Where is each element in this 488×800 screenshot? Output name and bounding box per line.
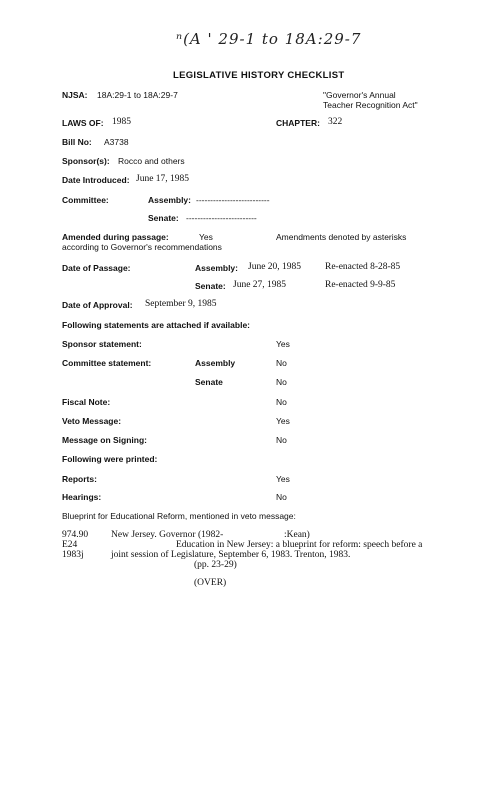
committee-statement-label: Committee statement: bbox=[62, 358, 152, 368]
over-marker: (OVER) bbox=[194, 578, 227, 588]
fiscal-note-label: Fiscal Note: bbox=[62, 397, 111, 407]
approval-label: Date of Approval: bbox=[62, 300, 133, 310]
citation-call-number-3: 1983j bbox=[62, 550, 84, 560]
fiscal-note-value: No bbox=[276, 397, 287, 407]
amended-line2: according to Governor's recommendations bbox=[62, 242, 222, 252]
sponsor-statement-value: Yes bbox=[276, 339, 290, 349]
passage-assembly-label: Assembly: bbox=[195, 263, 238, 273]
citation-call-number-1: 974.90 bbox=[62, 530, 89, 540]
passage-assembly-date: June 20, 1985 bbox=[248, 262, 302, 272]
veto-message-label: Veto Message: bbox=[62, 416, 122, 426]
passage-label: Date of Passage: bbox=[62, 263, 131, 273]
committee-statement-assembly-value: No bbox=[276, 358, 287, 368]
passage-assembly-reenacted: Re-enacted 8-28-85 bbox=[325, 262, 401, 272]
passage-senate-date: June 27, 1985 bbox=[233, 280, 287, 290]
page-title: LEGISLATIVE HISTORY CHECKLIST bbox=[173, 70, 345, 81]
act-name-line2: Teacher Recognition Act" bbox=[323, 100, 418, 110]
sponsor-statement-label: Sponsor statement: bbox=[62, 339, 142, 349]
committee-senate-value: ------------------------- bbox=[186, 213, 257, 223]
citation-line3: joint session of Legislature, September 6, 1983. Trenton, 1983. bbox=[111, 550, 351, 560]
reports-label: Reports: bbox=[62, 474, 97, 484]
hearings-label: Hearings: bbox=[62, 492, 102, 502]
laws-of-value: 1985 bbox=[112, 117, 131, 127]
act-name-line1: "Governor's Annual bbox=[323, 90, 396, 100]
citation-line1: New Jersey. Governor (1982- bbox=[111, 530, 224, 540]
committee-assembly-label: Assembly: bbox=[148, 195, 191, 205]
citation-line2: Education in New Jersey: a blueprint for reform: speech before a bbox=[176, 540, 423, 550]
laws-of-label: LAWS OF: bbox=[62, 118, 104, 128]
committee-label: Committee: bbox=[62, 195, 109, 205]
veto-message-value: Yes bbox=[276, 416, 290, 426]
date-introduced-label: Date Introduced: bbox=[62, 175, 130, 185]
citation-line1-right: :Kean) bbox=[284, 530, 310, 540]
committee-senate-label: Senate: bbox=[148, 213, 179, 223]
njsa-label: NJSA: bbox=[62, 90, 88, 100]
committee-statement-assembly-label: Assembly bbox=[195, 358, 236, 368]
bill-no-label: Bill No: bbox=[62, 137, 92, 147]
approval-value: September 9, 1985 bbox=[145, 299, 217, 309]
date-introduced-value: June 17, 1985 bbox=[136, 174, 190, 184]
citation-call-number-2: E24 bbox=[62, 540, 78, 550]
blueprint-note: Blueprint for Educational Reform, mentioned in veto message: bbox=[62, 511, 296, 521]
amended-value: Yes bbox=[199, 232, 213, 242]
bill-no-value: A3738 bbox=[104, 137, 129, 147]
passage-senate-reenacted: Re-enacted 9-9-85 bbox=[325, 280, 396, 290]
committee-statement-senate-label: Senate bbox=[195, 377, 223, 387]
passage-senate-label: Senate: bbox=[195, 281, 226, 291]
amended-note: Amendments denoted by asterisks bbox=[276, 232, 407, 242]
handwritten-note: ⁿ(A ' 29-1 to 18A:29-7 bbox=[176, 30, 362, 48]
message-on-signing-label: Message on Signing: bbox=[62, 435, 148, 445]
sponsors-label: Sponsor(s): bbox=[62, 156, 110, 166]
amended-label: Amended during passage: bbox=[62, 232, 169, 242]
committee-assembly-value: -------------------------- bbox=[196, 195, 270, 205]
chapter-label: CHAPTER: bbox=[276, 118, 320, 128]
hearings-value: No bbox=[276, 492, 287, 502]
sponsors-value: Rocco and others bbox=[118, 156, 185, 166]
chapter-value: 322 bbox=[328, 117, 343, 127]
statements-heading: Following statements are attached if available: bbox=[62, 320, 250, 330]
reports-value: Yes bbox=[276, 474, 290, 484]
message-on-signing-value: No bbox=[276, 435, 287, 445]
printed-heading: Following were printed: bbox=[62, 454, 158, 464]
njsa-value: 18A:29-1 to 18A:29-7 bbox=[97, 90, 178, 100]
committee-statement-senate-value: No bbox=[276, 377, 287, 387]
citation-line4: (pp. 23-29) bbox=[194, 560, 237, 570]
